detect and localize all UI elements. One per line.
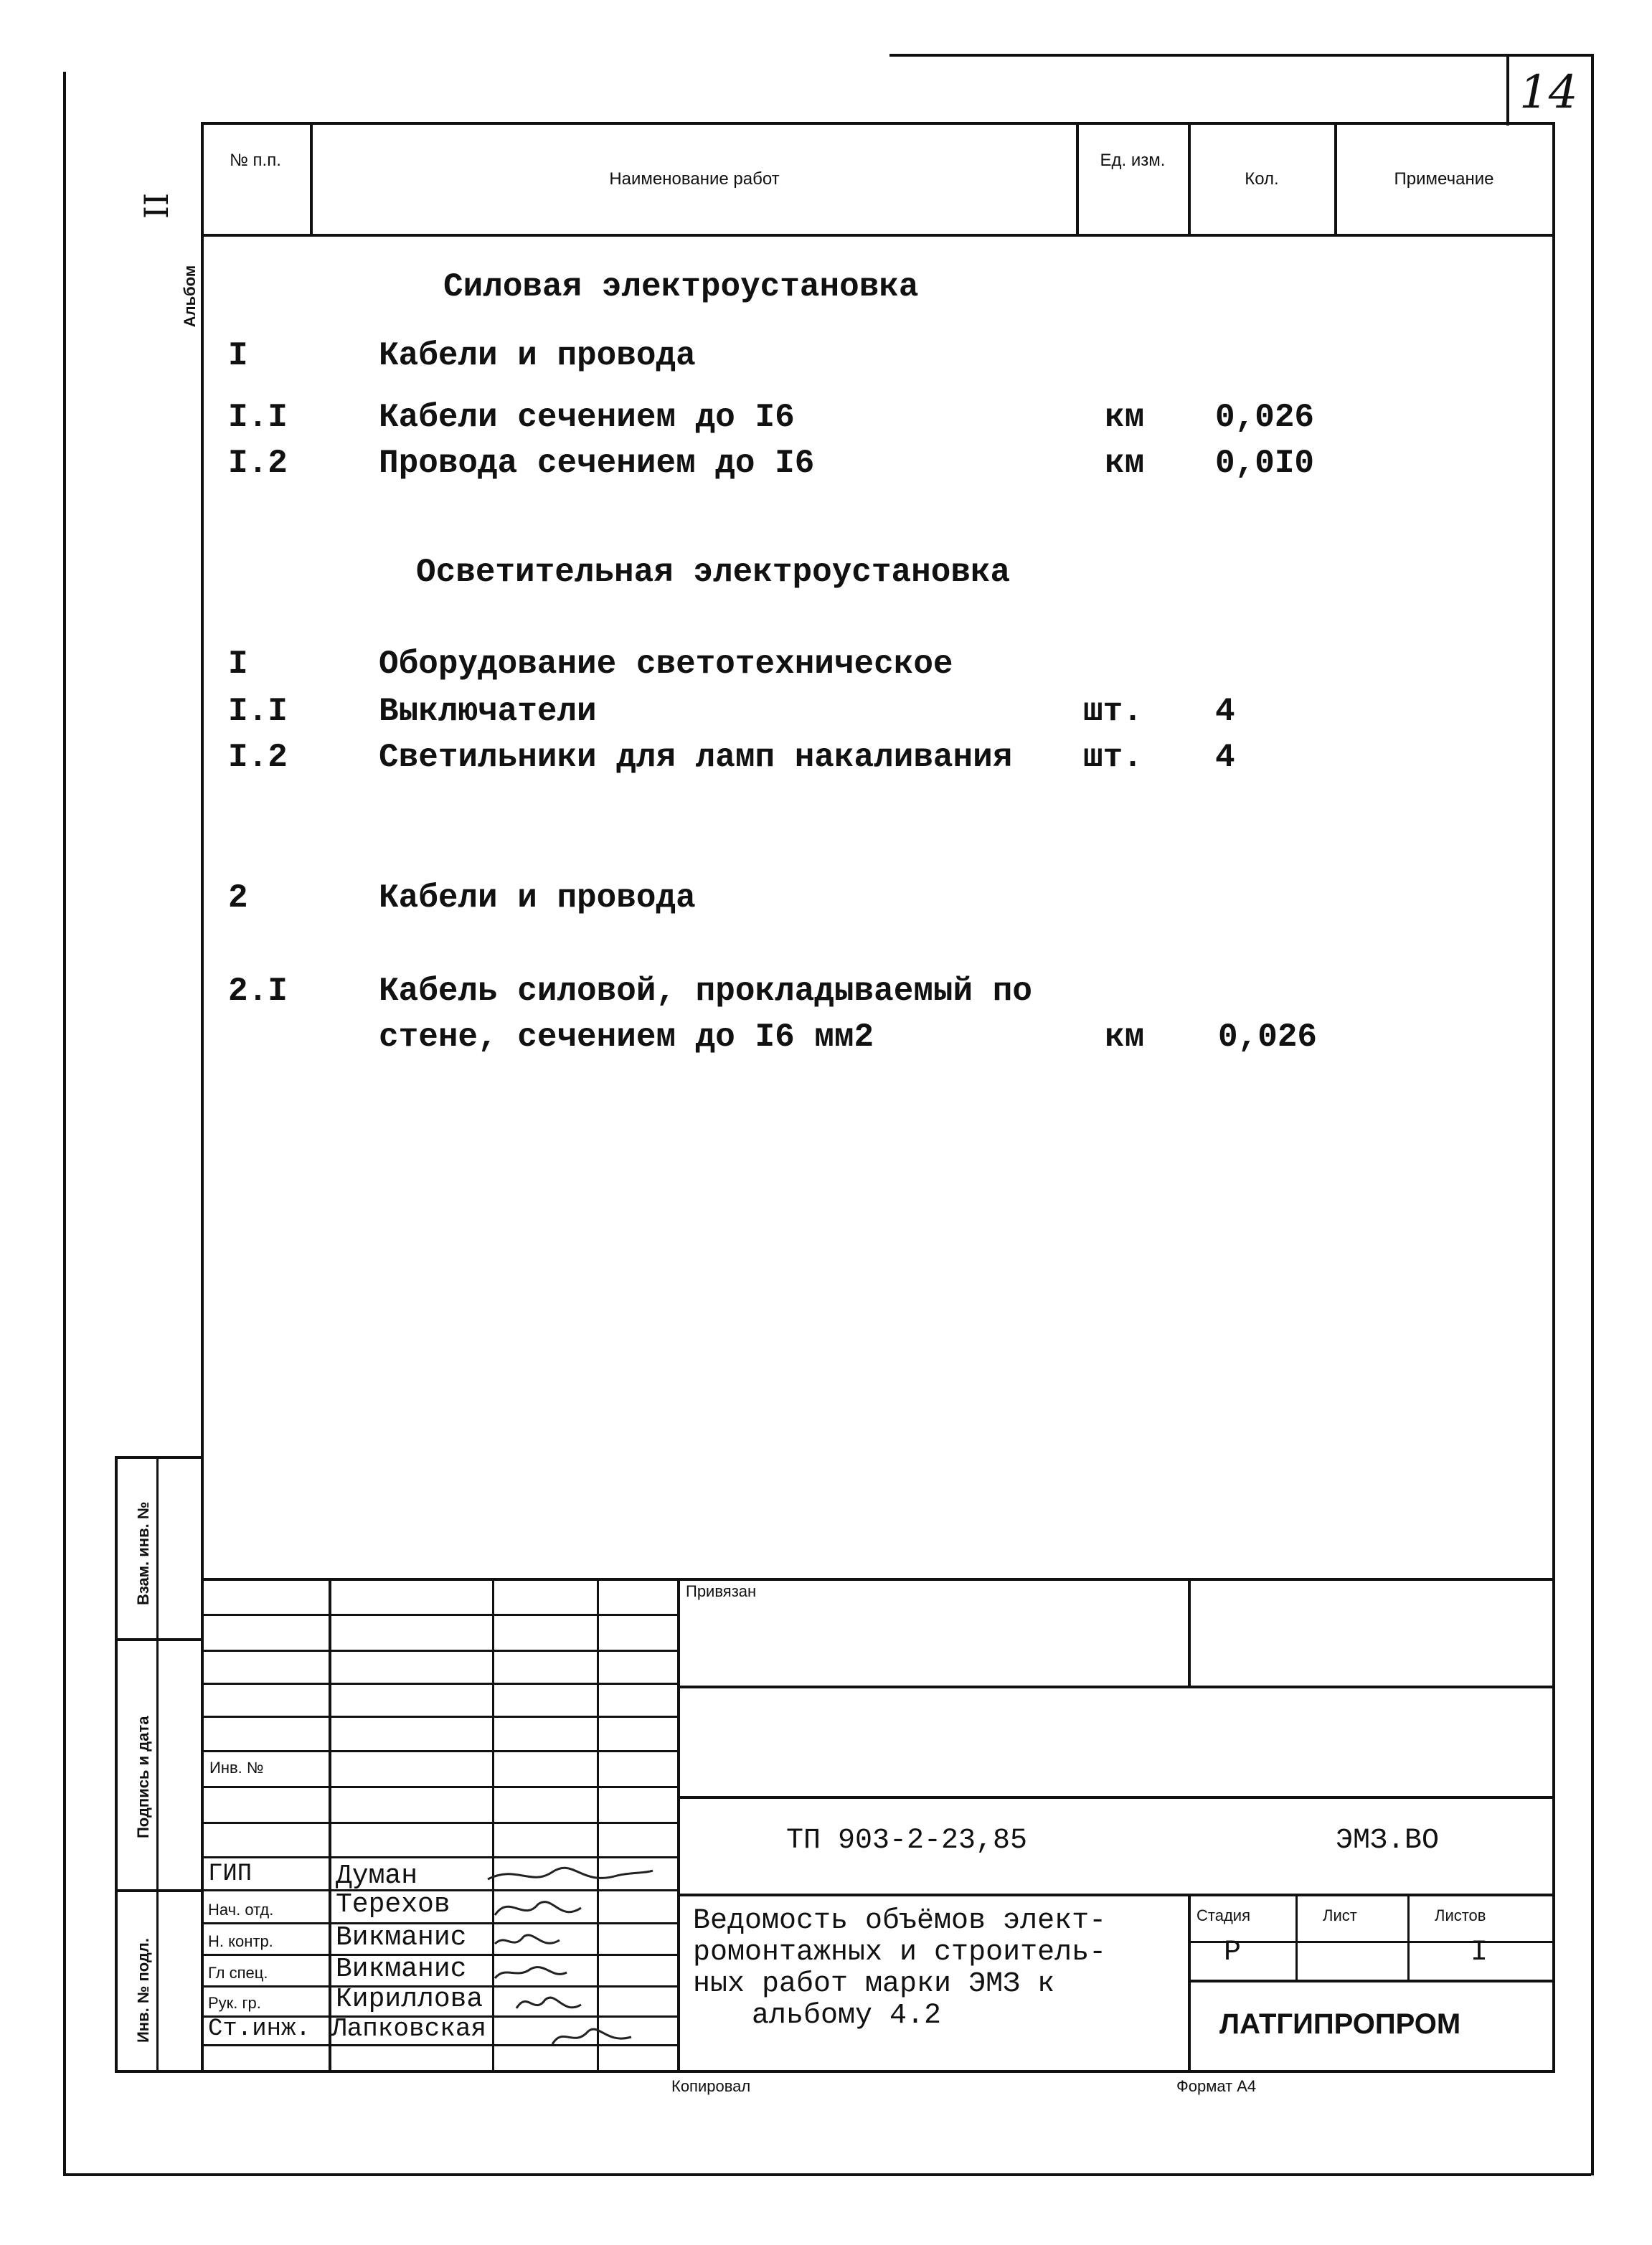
- row-name: Провода сечением до I6: [379, 445, 815, 482]
- inner-top-border: [201, 122, 1555, 125]
- page-number: 14: [1519, 66, 1578, 119]
- row-name-continued: стене, сечением до I6 мм2: [379, 1018, 874, 1056]
- row-qty: 4: [1215, 739, 1235, 776]
- inner-left-border: [201, 122, 204, 2071]
- row-name: Кабели сечением до I6: [379, 399, 795, 436]
- row-num: I: [228, 337, 248, 374]
- row-unit: км: [1105, 1018, 1145, 1056]
- tb-left-row: [201, 1683, 677, 1685]
- signer-name: Думан: [336, 1861, 418, 1891]
- signer-role: Ст.инж.: [208, 2015, 311, 2043]
- side-strip-sep-2: [115, 1889, 202, 1892]
- inv-no-label: Инв. №: [209, 1759, 264, 1777]
- signer-name: Терехов: [336, 1889, 450, 1920]
- privyazan-label: Привязан: [686, 1582, 757, 1600]
- row-name: Оборудование светотехническое: [379, 646, 953, 683]
- sheets-value: I: [1471, 1937, 1488, 1969]
- outer-right-border: [1591, 54, 1594, 2175]
- tb-col: [677, 1578, 680, 2071]
- row-unit: шт.: [1083, 693, 1143, 730]
- row-name: Кабели и провода: [379, 879, 696, 917]
- doc-description-line: Ведомость объёмов элект-: [693, 1905, 1107, 1937]
- row-name: Кабели и провода: [379, 337, 696, 374]
- side-strip-mid: [156, 1456, 159, 2071]
- signature-2: [495, 1902, 581, 1915]
- row-num: I: [228, 646, 248, 683]
- stage-value: Р: [1224, 1937, 1242, 1969]
- tb-row: [1188, 1980, 1555, 1982]
- side-label-podpis: Подпись и дата: [134, 1716, 152, 1838]
- signer-role: Н. контр.: [208, 1932, 273, 1950]
- tb-col: [1295, 1894, 1298, 1981]
- signer-role: Рук. гр.: [208, 1994, 261, 2012]
- side-label-vzam: Взам. инв. №: [134, 1501, 152, 1605]
- tb-left-row: [201, 1786, 677, 1788]
- header-name: Наименование работ: [609, 169, 780, 189]
- organization: ЛАТГИПРОПРОМ: [1219, 2008, 1461, 2040]
- signer-name: Кириллова: [336, 1984, 483, 2015]
- doc-code: ТП 903-2-23,85: [786, 1825, 1028, 1857]
- header-qty: Кол.: [1245, 169, 1279, 189]
- header-bottom-line: [201, 234, 1555, 237]
- tb-left-row: [201, 1650, 677, 1652]
- header-col-3: [1188, 122, 1191, 235]
- tb-col: [329, 1578, 331, 2071]
- header-col-2: [1076, 122, 1079, 235]
- signature-6: [552, 2029, 631, 2044]
- header-num: № п.п.: [230, 151, 281, 170]
- signature-5: [516, 1998, 581, 2008]
- header-note: Примечание: [1394, 169, 1494, 189]
- stage-label: Стадия: [1196, 1906, 1250, 1924]
- signer-role: ГИП: [208, 1861, 252, 1888]
- tb-row: [677, 1796, 1555, 1799]
- doc-mark: ЭМЗ.ВО: [1336, 1825, 1440, 1857]
- signer-name: Лапковская: [331, 2014, 487, 2043]
- outer-left-border: [63, 72, 66, 2173]
- row-name: Кабель силовой, прокладываемый по: [379, 973, 1032, 1010]
- row-name: Светильники для ламп накаливания: [379, 739, 1013, 776]
- doc-description-line: ромонтажных и строитель-: [693, 1937, 1107, 1969]
- side-label-inv: Инв. № подл.: [134, 1938, 152, 2043]
- row-num: 2: [228, 879, 248, 917]
- footer-copied: Копировал: [671, 2077, 751, 2095]
- sheet-label: Лист: [1323, 1906, 1357, 1924]
- tb-row: [677, 1894, 1555, 1896]
- inner-right-border: [1552, 122, 1555, 2071]
- row-unit: км: [1105, 399, 1145, 436]
- signature-4: [495, 1967, 567, 1978]
- footer-format: Формат А4: [1176, 2077, 1257, 2095]
- tb-row: [677, 1686, 1555, 1688]
- sheets-label: Листов: [1435, 1906, 1486, 1924]
- header-unit: Ед. изм.: [1100, 151, 1166, 170]
- row-qty: 4: [1215, 693, 1235, 730]
- section-2-title: Осветительная электроустановка: [416, 554, 1011, 591]
- album-number: II: [137, 192, 176, 219]
- row-num: I.2: [228, 445, 288, 482]
- row-num: 2.I: [228, 973, 288, 1010]
- side-strip-left: [115, 1456, 118, 2071]
- tb-left-row: [201, 1716, 677, 1718]
- row-num: I.I: [228, 399, 288, 436]
- tb-left-row: [201, 1614, 677, 1616]
- tb-row: [1188, 1941, 1555, 1943]
- outer-top-border: [889, 54, 1591, 57]
- side-strip-top: [115, 1456, 202, 1459]
- row-qty: 0,026: [1218, 1018, 1318, 1056]
- header-col-1: [310, 122, 313, 235]
- doc-description-line: ных работ марки ЭМЗ к: [693, 1968, 1055, 2000]
- row-qty: 0,0I0: [1215, 445, 1315, 482]
- page-number-box-left: [1506, 54, 1509, 126]
- doc-description-line: альбому 4.2: [752, 2000, 942, 2032]
- tb-stage-divider: [1188, 1894, 1191, 2071]
- outer-bottom-border: [63, 2173, 1591, 2176]
- tb-left-row: [201, 1750, 677, 1752]
- tb-col: [1407, 1894, 1410, 1981]
- signature-3: [495, 1935, 560, 1944]
- row-num: I.2: [228, 739, 288, 776]
- section-1-title: Силовая электроустановка: [443, 268, 919, 306]
- row-unit: шт.: [1083, 739, 1143, 776]
- signer-name: Викманис: [336, 1954, 467, 1985]
- row-unit: км: [1105, 445, 1145, 482]
- tb-right-divider: [1188, 1578, 1191, 1686]
- tb-top-line: [201, 1578, 1555, 1581]
- signature-scribbles: [473, 1836, 660, 2073]
- row-qty: 0,026: [1215, 399, 1315, 436]
- signer-name: Викманис: [336, 1922, 467, 1953]
- signature-1: [488, 1868, 653, 1879]
- signer-role: Нач. отд.: [208, 1901, 274, 1919]
- row-num: I.I: [228, 693, 288, 730]
- signer-role: Гл спец.: [208, 1964, 268, 1982]
- album-label: Альбом: [181, 265, 199, 328]
- header-col-4: [1334, 122, 1337, 235]
- row-name: Выключатели: [379, 693, 597, 730]
- side-strip-sep-1: [115, 1638, 202, 1641]
- tb-left-row: [201, 1822, 677, 1824]
